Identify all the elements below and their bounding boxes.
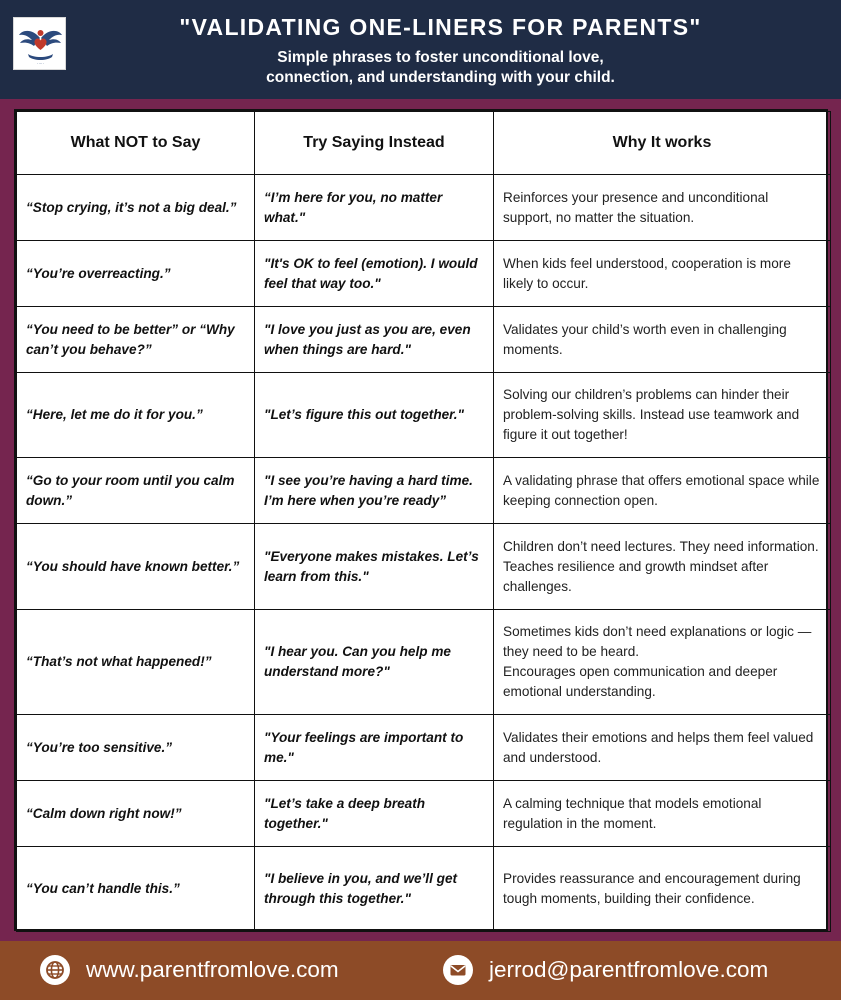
table-row <box>17 241 831 307</box>
what-not-to-say-cell: “That’s not what happened!” <box>17 610 255 715</box>
table-row <box>17 458 831 524</box>
why-it-works-cell <box>494 307 831 373</box>
why-text: A validating phrase that offers emotional space while keeping connection open. <box>503 472 820 508</box>
try-saying-cell: "Everyone makes mistakes. Let’s learn from this." <box>255 524 494 610</box>
why-text: A calming technique that models emotional regulation in the moment. <box>503 795 762 831</box>
table-row <box>17 610 831 715</box>
page-title: "VALIDATING ONE-LINERS FOR PARENTS" <box>179 14 702 40</box>
website-link[interactable]: www.parentfromlove.com <box>86 957 339 982</box>
try-saying-cell: "Your feelings are important to me." <box>255 715 494 781</box>
what-not-to-say-cell: “Stop crying, it’s not a big deal.” <box>17 175 255 241</box>
why-it-works-cell <box>494 175 831 241</box>
try-saying-cell: "Let’s figure this out together." <box>255 373 494 458</box>
try-saying-cell: "I hear you. Can you help me understand more?" <box>255 610 494 715</box>
header-banner <box>0 0 841 99</box>
what-not-to-say-cell: “You’re overreacting.” <box>17 241 255 307</box>
what-not-to-say-cell: “Go to your room until you calm down.” <box>17 458 255 524</box>
why-text: Reinforces your presence and unconditional support, no matter the situation. <box>503 189 769 225</box>
why-text: Provides reassurance and encouragement during tough moments, building their confidence. <box>503 871 801 906</box>
why-text: Children don’t need lectures. They need information. Teaches resilience and growth mindset after challenges. <box>503 538 819 594</box>
column-header-what-not-to-say: What NOT to Say <box>17 112 255 175</box>
email-contact[interactable] <box>443 953 768 987</box>
globe-icon <box>40 955 70 985</box>
try-saying-cell: "It's OK to feel (emotion). I would feel that way too." <box>255 241 494 307</box>
envelope-icon <box>443 955 473 985</box>
what-not-to-say-cell: “You’re too sensitive.” <box>17 715 255 781</box>
what-not-to-say-cell: “You should have known better.” <box>17 524 255 610</box>
table-row <box>17 373 831 458</box>
column-header-try-saying-instead: Try Saying Instead <box>255 112 494 175</box>
why-it-works-cell <box>494 781 831 847</box>
subtitle-line: Simple phrases to foster unconditional love, <box>277 49 604 66</box>
what-not-to-say-cell: “You need to be better” or “Why can’t you behave?” <box>17 307 255 373</box>
table-row <box>17 847 831 932</box>
website-contact[interactable] <box>40 953 339 987</box>
why-text: When kids feel understood, cooperation is more likely to occur. <box>503 255 791 291</box>
svg-text:·····: ····· <box>37 61 44 66</box>
footer-bar <box>0 941 841 1000</box>
email-link[interactable]: jerrod@parentfromlove.com <box>489 957 769 982</box>
column-header-why-it-works: Why It works <box>494 112 831 175</box>
why-text: Validates their emotions and helps them feel valued and understood. <box>503 729 814 765</box>
why-it-works-cell <box>494 610 831 715</box>
why-text: Validates your child’s worth even in challenging moments. <box>503 321 787 357</box>
why-text: Encourages open communication and deeper emotional understanding. <box>503 664 778 699</box>
table-header-row <box>17 112 831 175</box>
what-not-to-say-cell: “Calm down right now!” <box>17 781 255 847</box>
try-saying-cell: “I’m here for you, no matter what." <box>255 175 494 241</box>
subtitle-line: connection, and understanding with your child. <box>266 69 615 86</box>
try-saying-cell: "I see you’re having a hard time. I’m here when you’re ready” <box>255 458 494 524</box>
why-it-works-cell <box>494 715 831 781</box>
why-text: Sometimes kids don’t need explanations or logic — they need to be heard. <box>503 624 812 659</box>
page-subtitle <box>0 48 841 88</box>
why-it-works-cell <box>494 458 831 524</box>
try-saying-cell: "I love you just as you are, even when things are hard." <box>255 307 494 373</box>
try-saying-cell: "I believe in you, and we’ll get through this together." <box>255 847 494 932</box>
why-it-works-cell <box>494 241 831 307</box>
table-row <box>17 524 831 610</box>
why-it-works-cell <box>494 524 831 610</box>
table-row <box>17 175 831 241</box>
what-not-to-say-cell: “Here, let me do it for you.” <box>17 373 255 458</box>
why-text: Solving our children’s problems can hinder their problem-solving skills. Instead use teamwork and figure it out together! <box>503 387 800 442</box>
why-it-works-cell <box>494 373 831 458</box>
why-it-works-cell <box>494 847 831 932</box>
try-saying-cell: "Let’s take a deep breath together." <box>255 781 494 847</box>
table-row <box>17 307 831 373</box>
phrases-table <box>14 109 828 931</box>
table-row <box>17 781 831 847</box>
what-not-to-say-cell: “You can’t handle this.” <box>17 847 255 932</box>
table-row <box>17 715 831 781</box>
